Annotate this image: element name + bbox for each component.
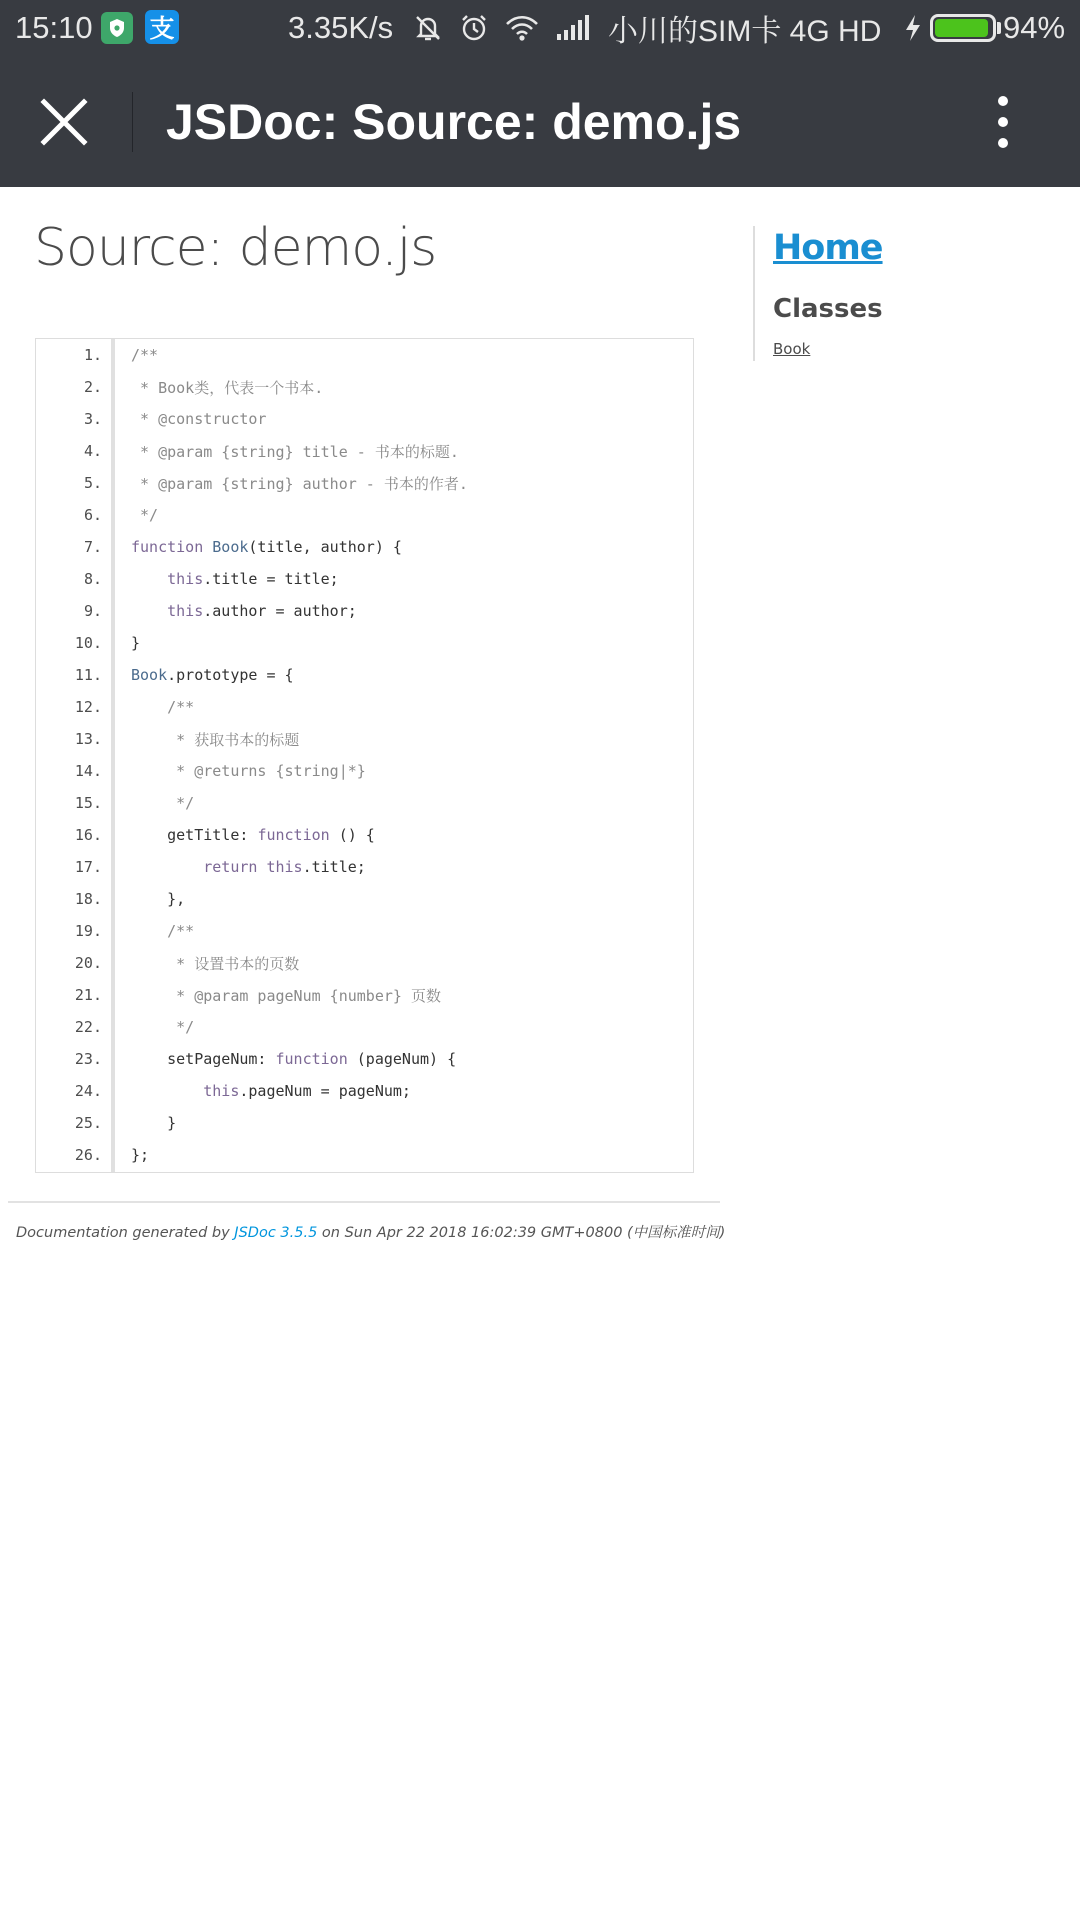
code-token: * Book类，代表一个书本. [131,378,324,397]
code-token: * 设置书本的页数 [131,954,300,973]
code-line [36,563,693,595]
footer [16,1221,725,1242]
code-token [131,858,203,876]
line-code [131,634,140,652]
code-line [36,787,693,819]
line-number: 12. [74,698,102,716]
line-code [131,666,294,684]
code-line [36,403,693,435]
line-number: 24. [74,1082,102,1100]
code-line [36,691,693,723]
code-line [36,1139,693,1171]
line-number: 17. [74,858,102,876]
code-token [131,602,167,620]
battery-fill [935,19,988,37]
line-number: 8. [83,570,102,588]
code-token: Book [212,538,249,556]
code-line [36,595,693,627]
line-number: 13. [74,730,102,748]
code-line [36,435,693,467]
line-code [131,1114,176,1132]
code-token: .title; [302,858,366,876]
code-line [36,627,693,659]
line-code [131,953,299,974]
line-number: 20. [74,954,102,972]
code-token: /** [131,346,159,364]
code-token: */ [131,506,159,524]
wifi-icon [504,12,540,44]
app-bar-divider [132,92,133,152]
carrier-label: 小川的SIM卡 4G HD [608,15,882,48]
code-token: .title = title; [203,570,339,588]
line-number: 22. [74,1018,102,1036]
code-token: }; [131,1146,150,1164]
line-number: 14. [74,762,102,780]
code-token: * @returns {string|*} [131,762,366,780]
line-code [131,473,468,494]
line-code [131,538,402,556]
mute-bell-icon [412,12,444,44]
line-number: 3. [83,410,102,428]
code-line [36,851,693,883]
status-icons [412,0,590,56]
footer-suffix: on Sun Apr 22 2018 16:02:39 GMT+0800 (中国标准时间) [317,1225,726,1241]
line-code [131,729,299,750]
code-line [36,947,693,979]
line-code [131,377,323,398]
jsdoc-link[interactable]: JSDoc 3.5.5 [234,1225,318,1241]
code-token: return [203,858,258,876]
code-line [36,1107,693,1139]
code-token: function [275,1050,348,1068]
line-number: 5. [83,474,102,492]
code-line [36,723,693,755]
line-number: 9. [83,602,102,620]
line-code [131,602,357,620]
line-code [131,794,194,812]
line-code [131,826,375,844]
close-icon[interactable] [36,94,92,150]
code-line [36,1075,693,1107]
code-token: getTitle: [131,826,258,844]
code-line [36,531,693,563]
footer-divider [8,1201,720,1203]
code-token: }, [131,890,186,908]
line-code [131,410,266,428]
nav-classes-heading: Classes [773,294,883,324]
code-line [36,979,693,1011]
battery-icon [930,14,996,42]
code-token: * @param {string} title - 书本的标题. [131,442,459,461]
line-number: 1. [83,346,102,364]
line-number: 16. [74,826,102,844]
code-token: * @param {string} author - 书本的作者. [131,474,468,493]
network-speed: 3.35K/s [288,10,394,45]
line-code [131,1082,411,1100]
line-code [131,441,459,462]
code-token: .author = author; [203,602,357,620]
code-token: * @param pageNum {number} 页数 [131,986,441,1005]
code-line [36,499,693,531]
code-token: this [266,858,303,876]
nav [753,226,1053,361]
code-token: * @constructor [131,410,267,428]
code-token: function [131,538,204,556]
line-number: 18. [74,890,102,908]
line-code [131,1146,149,1164]
nav-class-book-link[interactable]: Book [773,340,811,358]
line-number: 15. [74,794,102,812]
line-code [131,922,194,940]
code-line [36,659,693,691]
line-code [131,346,158,364]
line-code [131,985,441,1006]
line-code [131,1018,194,1036]
line-code [131,570,339,588]
line-number: 10. [74,634,102,652]
alipay-icon: 支 [145,10,179,44]
line-code [131,890,185,908]
charging-icon [903,0,923,56]
code-token: * 获取书本的标题 [131,730,300,749]
app-bar [0,56,1080,187]
footer-prefix: Documentation generated by [16,1225,235,1241]
line-number: 25. [74,1114,102,1132]
code-token: setPageNum: [131,1050,276,1068]
code-token: /** [131,698,195,716]
code-token [131,570,167,588]
nav-home-link[interactable]: Home [773,228,883,268]
status-time: 15:10 [15,10,93,45]
code-token: (pageNum) { [347,1050,457,1068]
code-line [36,1043,693,1075]
code-line [36,883,693,915]
app-bar-title: JSDoc: Source: demo.js [166,93,742,150]
code-token [203,538,212,556]
code-token: */ [131,794,195,812]
code-line [36,915,693,947]
line-number: 11. [74,666,102,684]
line-code [131,762,366,780]
line-code [131,1050,456,1068]
code-token: this [203,1082,240,1100]
shield-icon [101,12,133,44]
code-line [36,371,693,403]
code-token: this [167,602,204,620]
code-line [36,819,693,851]
line-code [131,858,366,876]
line-number: 23. [74,1050,102,1068]
code-line [36,755,693,787]
line-number: 7. [83,538,102,556]
code-token: /** [131,922,195,940]
code-token: () { [329,826,375,844]
signal-icon [554,12,590,44]
battery-tip [997,22,1001,34]
line-number: 2. [83,378,102,396]
code-line [36,1011,693,1043]
line-number: 19. [74,922,102,940]
line-number: 4. [83,442,102,460]
code-token: .prototype = { [167,666,294,684]
alarm-icon [458,12,490,44]
code-line [36,467,693,499]
line-number: 26. [74,1146,102,1164]
source-code-block [35,338,694,1173]
code-token: Book [131,666,168,684]
code-token: } [131,1114,177,1132]
page-title: Source: demo.js [34,218,437,278]
code-token: } [131,634,141,652]
code-line [36,339,693,371]
status-bar [0,0,1080,56]
code-token: function [257,826,330,844]
more-vert-icon[interactable] [986,92,1020,152]
battery-level: 94% [1003,10,1066,45]
code-token: .pageNum = pageNum; [239,1082,411,1100]
code-token: */ [131,1018,195,1036]
line-code [131,698,194,716]
code-token [131,1082,203,1100]
line-number: 21. [74,986,102,1004]
code-token: (title, author) { [248,538,402,556]
line-number: 6. [83,506,102,524]
code-token: this [167,570,204,588]
line-code [131,506,158,524]
